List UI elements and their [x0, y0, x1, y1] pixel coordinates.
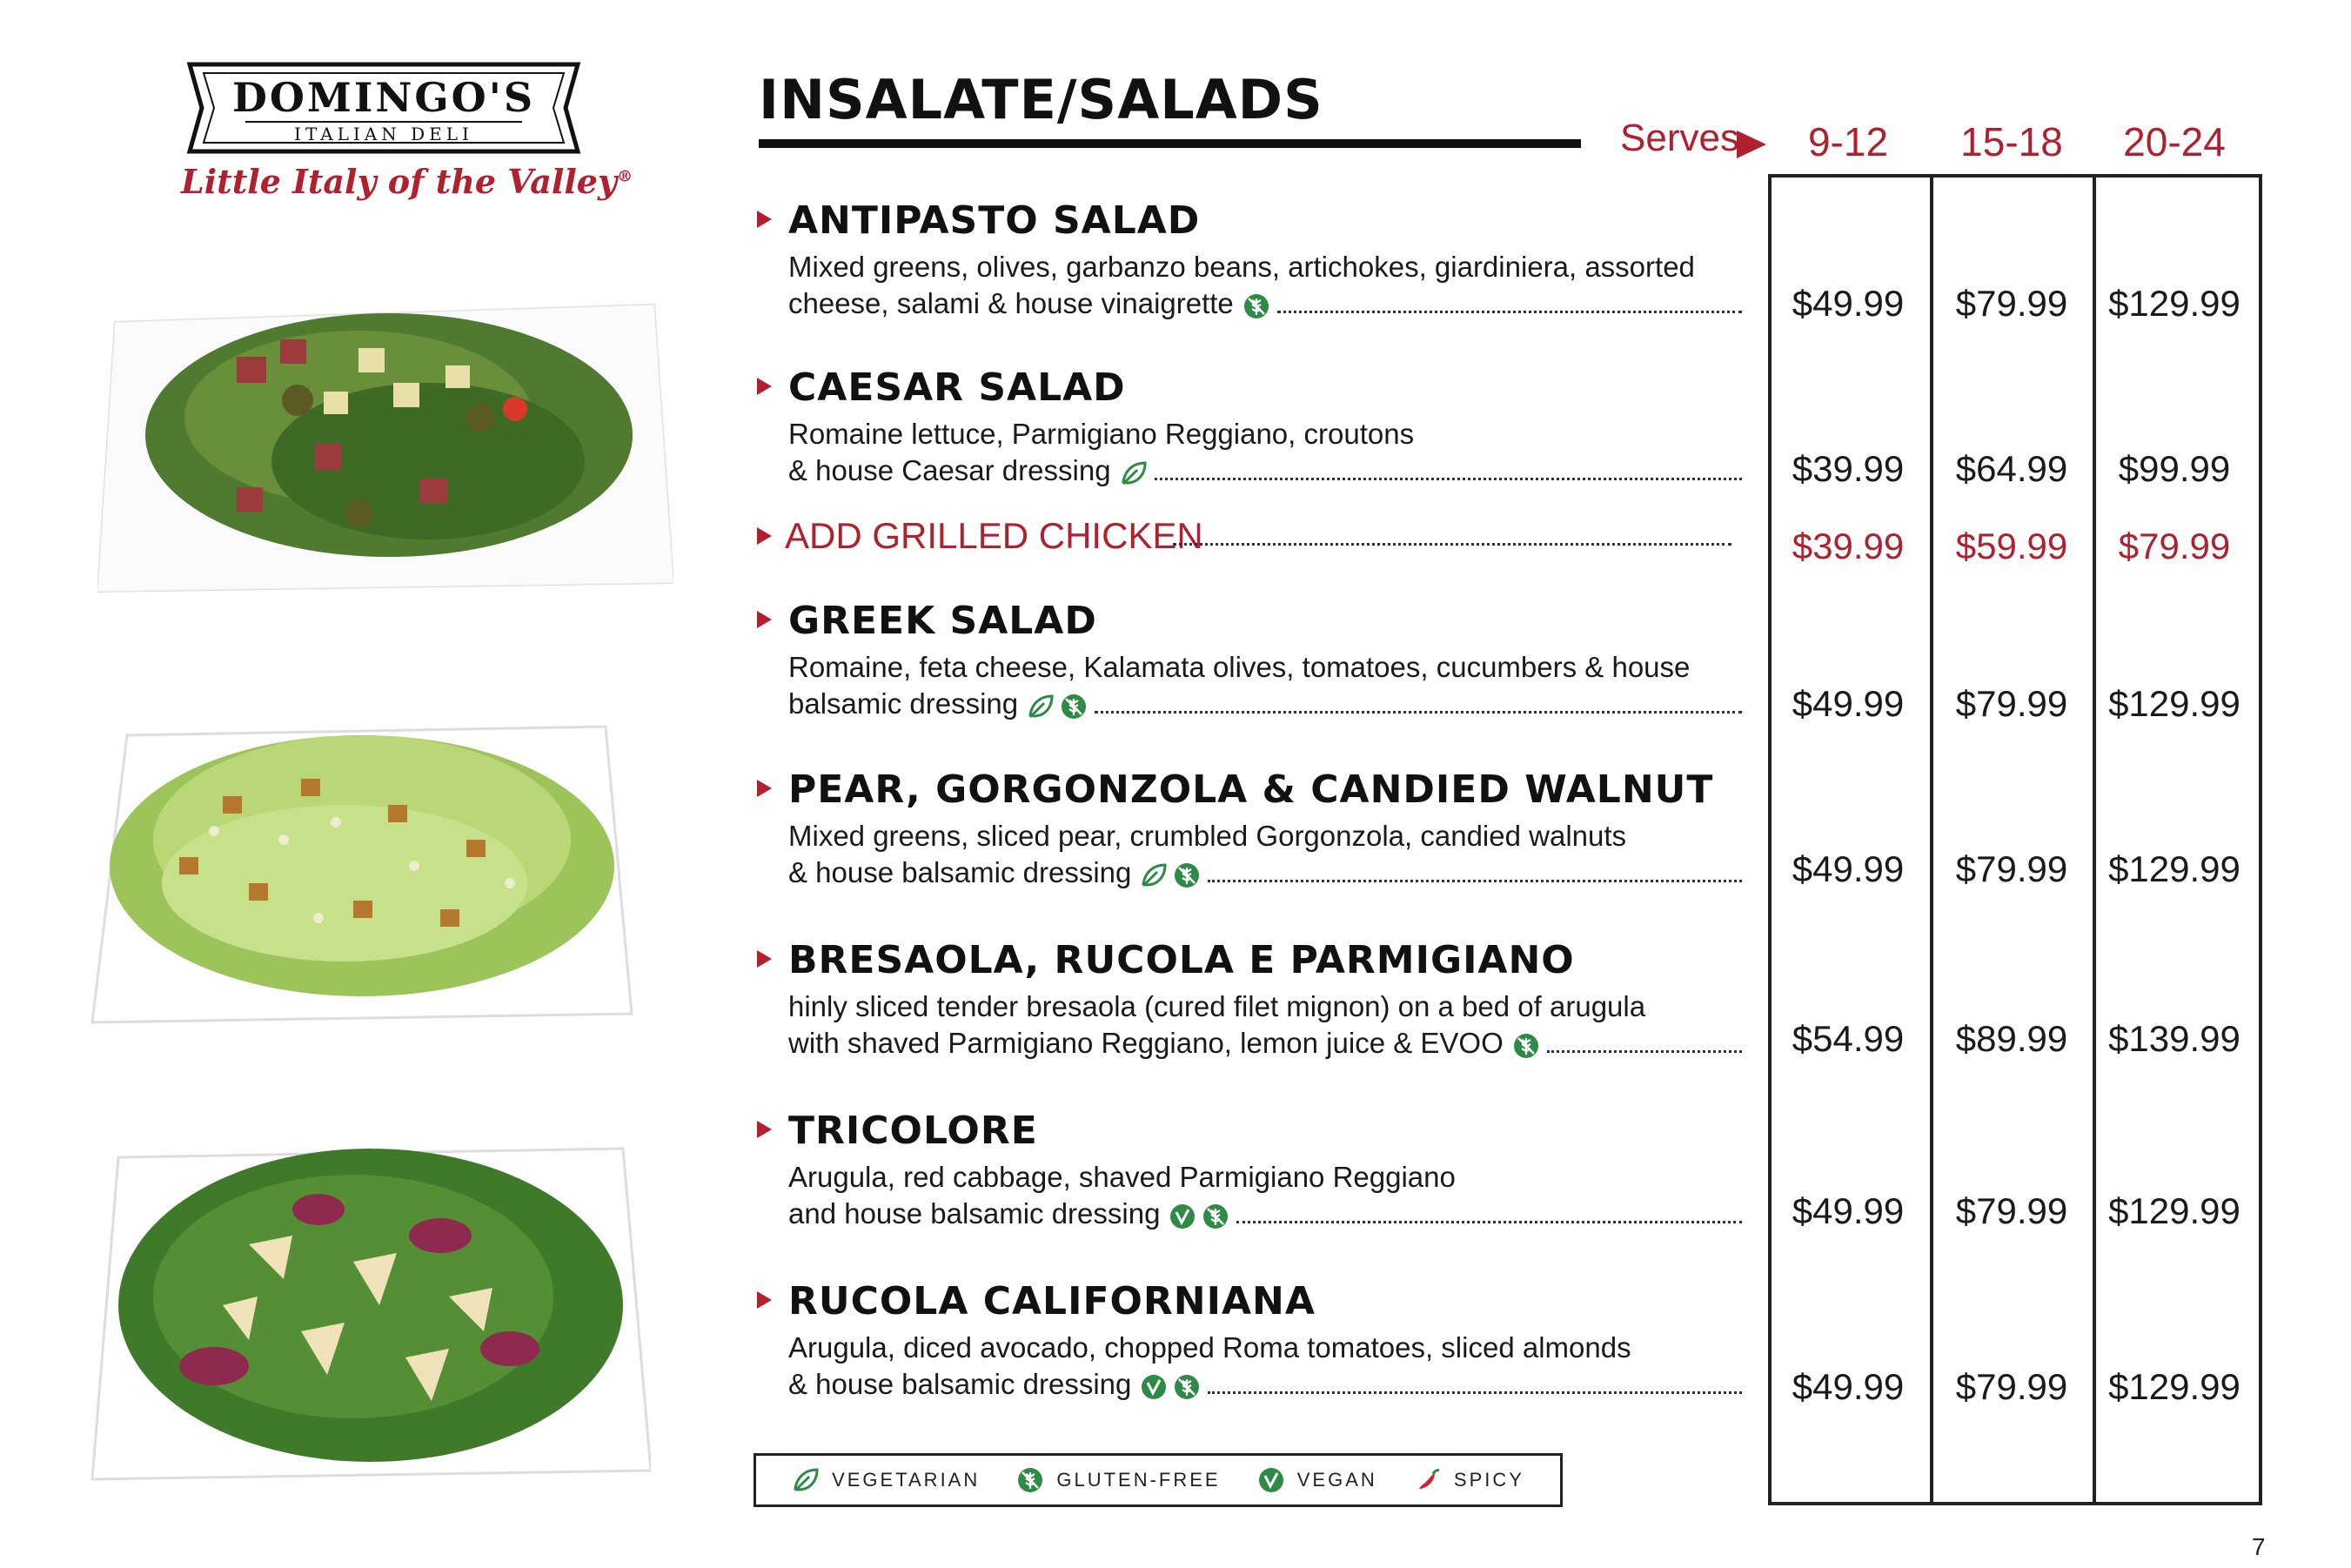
serves-column-header: 20-24	[2123, 119, 2226, 164]
rucola-salad-photo	[75, 1105, 651, 1512]
gluten-free-icon	[1512, 1032, 1540, 1060]
legend-label: GLUTEN-FREE	[1056, 1469, 1221, 1491]
item-price: $79.99	[1955, 283, 2068, 324]
legend-item	[1257, 1466, 1377, 1494]
bullet-arrow-icon	[757, 1291, 772, 1309]
bullet-arrow-icon	[757, 378, 772, 395]
legend-item	[1016, 1466, 1220, 1494]
svg-text:DOMINGO'S: DOMINGO'S	[231, 74, 536, 121]
item-price: $129.99	[2108, 1190, 2240, 1231]
dot-leader	[1277, 311, 1742, 313]
item-name: RUCOLA CALIFORNIANA	[788, 1279, 1316, 1323]
item-description: Mixed greens, olives, garbanzo beans, artichokes, giardiniera, assorted	[788, 251, 1695, 283]
item-name: CAESAR SALAD	[788, 365, 1126, 410]
item-price: $49.99	[1792, 283, 1905, 324]
diet-icons	[1512, 1032, 1540, 1060]
menu-item	[757, 1279, 1731, 1410]
tagline-text: Little Italy of the Valley	[181, 162, 618, 201]
column-divider	[2093, 174, 2096, 1505]
item-name: GREEK SALAD	[788, 599, 1097, 643]
item-name: PEAR, GORGONZOLA & CANDIED WALNUT	[788, 767, 1714, 812]
gluten-free-icon	[1202, 1203, 1229, 1230]
menu-item	[757, 365, 1731, 496]
serves-arrow-icon	[1737, 131, 1766, 158]
item-description: Arugula, diced avocado, chopped Roma tomatoes, sliced almonds	[788, 1331, 1631, 1364]
caesar-salad-photo	[75, 631, 651, 1070]
menu-item	[757, 767, 1731, 898]
dot-leader	[1173, 543, 1731, 546]
vegetarian-icon	[792, 1466, 820, 1494]
item-description-text: and house balsamic dressing	[788, 1197, 1161, 1230]
item-price: $129.99	[2108, 683, 2240, 724]
item-description-line2	[788, 287, 1742, 320]
serves-label: Serves	[1620, 117, 1739, 159]
antipasto-salad-photo	[97, 270, 673, 618]
diet-icons	[1140, 861, 1201, 889]
diet-icons	[1242, 292, 1270, 320]
dot-leader	[1236, 1221, 1742, 1223]
item-price: $89.99	[1955, 1018, 2068, 1059]
item-price: $99.99	[2118, 448, 2231, 489]
item-price: $129.99	[2108, 1366, 2240, 1407]
item-description: Mixed greens, sliced pear, crumbled Gorgonzola, candied walnuts	[788, 820, 1627, 852]
dot-leader	[1208, 1391, 1742, 1394]
item-price: $49.99	[1792, 1190, 1905, 1231]
item-price: $79.99	[1955, 1190, 2068, 1231]
page-title: INSALATE/SALADS	[759, 68, 1323, 131]
tagline	[181, 162, 633, 201]
item-name: ANTIPASTO SALAD	[788, 198, 1201, 243]
diet-icons	[1140, 1373, 1201, 1401]
serves-column-header: 9-12	[1807, 119, 1889, 164]
gluten-free-icon	[1173, 861, 1201, 889]
legend-label: SPICY	[1453, 1469, 1524, 1491]
dot-leader	[1095, 711, 1742, 714]
item-description-text: & house Caesar dressing	[788, 454, 1111, 486]
addon-row	[757, 515, 1731, 559]
item-price: $79.99	[1955, 683, 2068, 724]
item-price: $79.99	[1955, 848, 2068, 889]
gluten-free-icon	[1242, 292, 1270, 320]
item-description-text: cheese, salami & house vinaigrette	[788, 287, 1234, 319]
vegetarian-icon	[1027, 693, 1055, 720]
addon-price: $59.99	[1955, 526, 2068, 566]
vegetarian-icon	[1120, 459, 1148, 487]
bullet-arrow-icon	[757, 527, 772, 545]
item-description-line2	[788, 687, 1742, 720]
addon-price: $39.99	[1792, 526, 1905, 566]
item-description-line2	[788, 1368, 1742, 1401]
item-price: $64.99	[1955, 448, 2068, 489]
item-price: $129.99	[2108, 848, 2240, 889]
menu-item	[757, 599, 1731, 729]
item-description-text: balsamic dressing	[788, 687, 1019, 720]
vegan-icon	[1140, 1373, 1168, 1401]
bullet-arrow-icon	[757, 780, 772, 797]
diet-icons	[1120, 459, 1148, 487]
dot-leader	[1547, 1050, 1742, 1053]
bullet-arrow-icon	[757, 1121, 772, 1138]
item-name: BRESAOLA, RUCOLA E PARMIGIANO	[788, 938, 1575, 982]
gluten-free-icon	[1173, 1373, 1201, 1401]
legend-label: VEGETARIAN	[832, 1469, 981, 1491]
item-description: hinly sliced tender bresaola (cured filet mignon) on a bed of arugula	[788, 990, 1646, 1022]
item-description-line2	[788, 454, 1742, 487]
vegan-icon	[1257, 1466, 1285, 1494]
item-description: Arugula, red cabbage, shaved Parmigiano Reggiano	[788, 1161, 1456, 1193]
title-rule	[759, 139, 1581, 148]
item-description-text: & house balsamic dressing	[788, 1368, 1132, 1400]
bullet-arrow-icon	[757, 211, 772, 228]
legend-label: VEGAN	[1296, 1469, 1377, 1491]
domingos-logo	[184, 59, 583, 157]
item-price: $79.99	[1955, 1366, 2068, 1407]
svg-text:ITALIAN DELI: ITALIAN DELI	[294, 124, 473, 144]
item-price: $54.99	[1792, 1018, 1905, 1059]
item-price: $49.99	[1792, 848, 1905, 889]
item-description-text: with shaved Parmigiano Reggiano, lemon juice & EVOO	[788, 1027, 1504, 1059]
item-description: Romaine lettuce, Parmigiano Reggiano, croutons	[788, 418, 1415, 450]
legend-item	[792, 1466, 980, 1494]
dot-leader	[1155, 478, 1742, 480]
dot-leader	[1208, 880, 1742, 882]
spicy-icon	[1414, 1466, 1442, 1494]
bullet-arrow-icon	[757, 611, 772, 628]
column-divider	[1930, 174, 1933, 1505]
item-description: Romaine, feta cheese, Kalamata olives, tomatoes, cucumbers & house	[788, 651, 1691, 683]
item-name: TRICOLORE	[788, 1109, 1038, 1153]
item-description-line2	[788, 1197, 1742, 1230]
gluten-free-icon	[1060, 693, 1088, 720]
item-price: $49.99	[1792, 1366, 1905, 1407]
legend-item	[1414, 1466, 1524, 1494]
vegan-icon	[1169, 1203, 1196, 1230]
menu-item	[757, 1109, 1731, 1239]
menu-item	[757, 938, 1731, 1069]
item-description-text: & house balsamic dressing	[788, 856, 1132, 888]
item-price: $49.99	[1792, 683, 1905, 724]
item-description-line2	[788, 856, 1742, 889]
page-number: 7	[2252, 1533, 2266, 1560]
serves-column-header: 15-18	[1960, 119, 2063, 164]
item-price: $129.99	[2108, 283, 2240, 324]
vegetarian-icon	[1140, 861, 1168, 889]
registered-mark: ®	[617, 167, 633, 186]
gluten-free-icon	[1016, 1466, 1044, 1494]
item-description-line2	[788, 1027, 1742, 1060]
item-price: $39.99	[1792, 448, 1905, 489]
addon-label: ADD GRILLED CHICKEN	[785, 515, 1203, 556]
diet-icons	[1169, 1203, 1229, 1230]
bullet-arrow-icon	[757, 950, 772, 968]
addon-price: $79.99	[2118, 526, 2231, 566]
item-price: $139.99	[2108, 1018, 2240, 1059]
price-table-frame	[1768, 174, 2262, 1505]
diet-icons	[1027, 693, 1088, 720]
diet-legend	[754, 1453, 1563, 1507]
menu-item	[757, 198, 1731, 329]
